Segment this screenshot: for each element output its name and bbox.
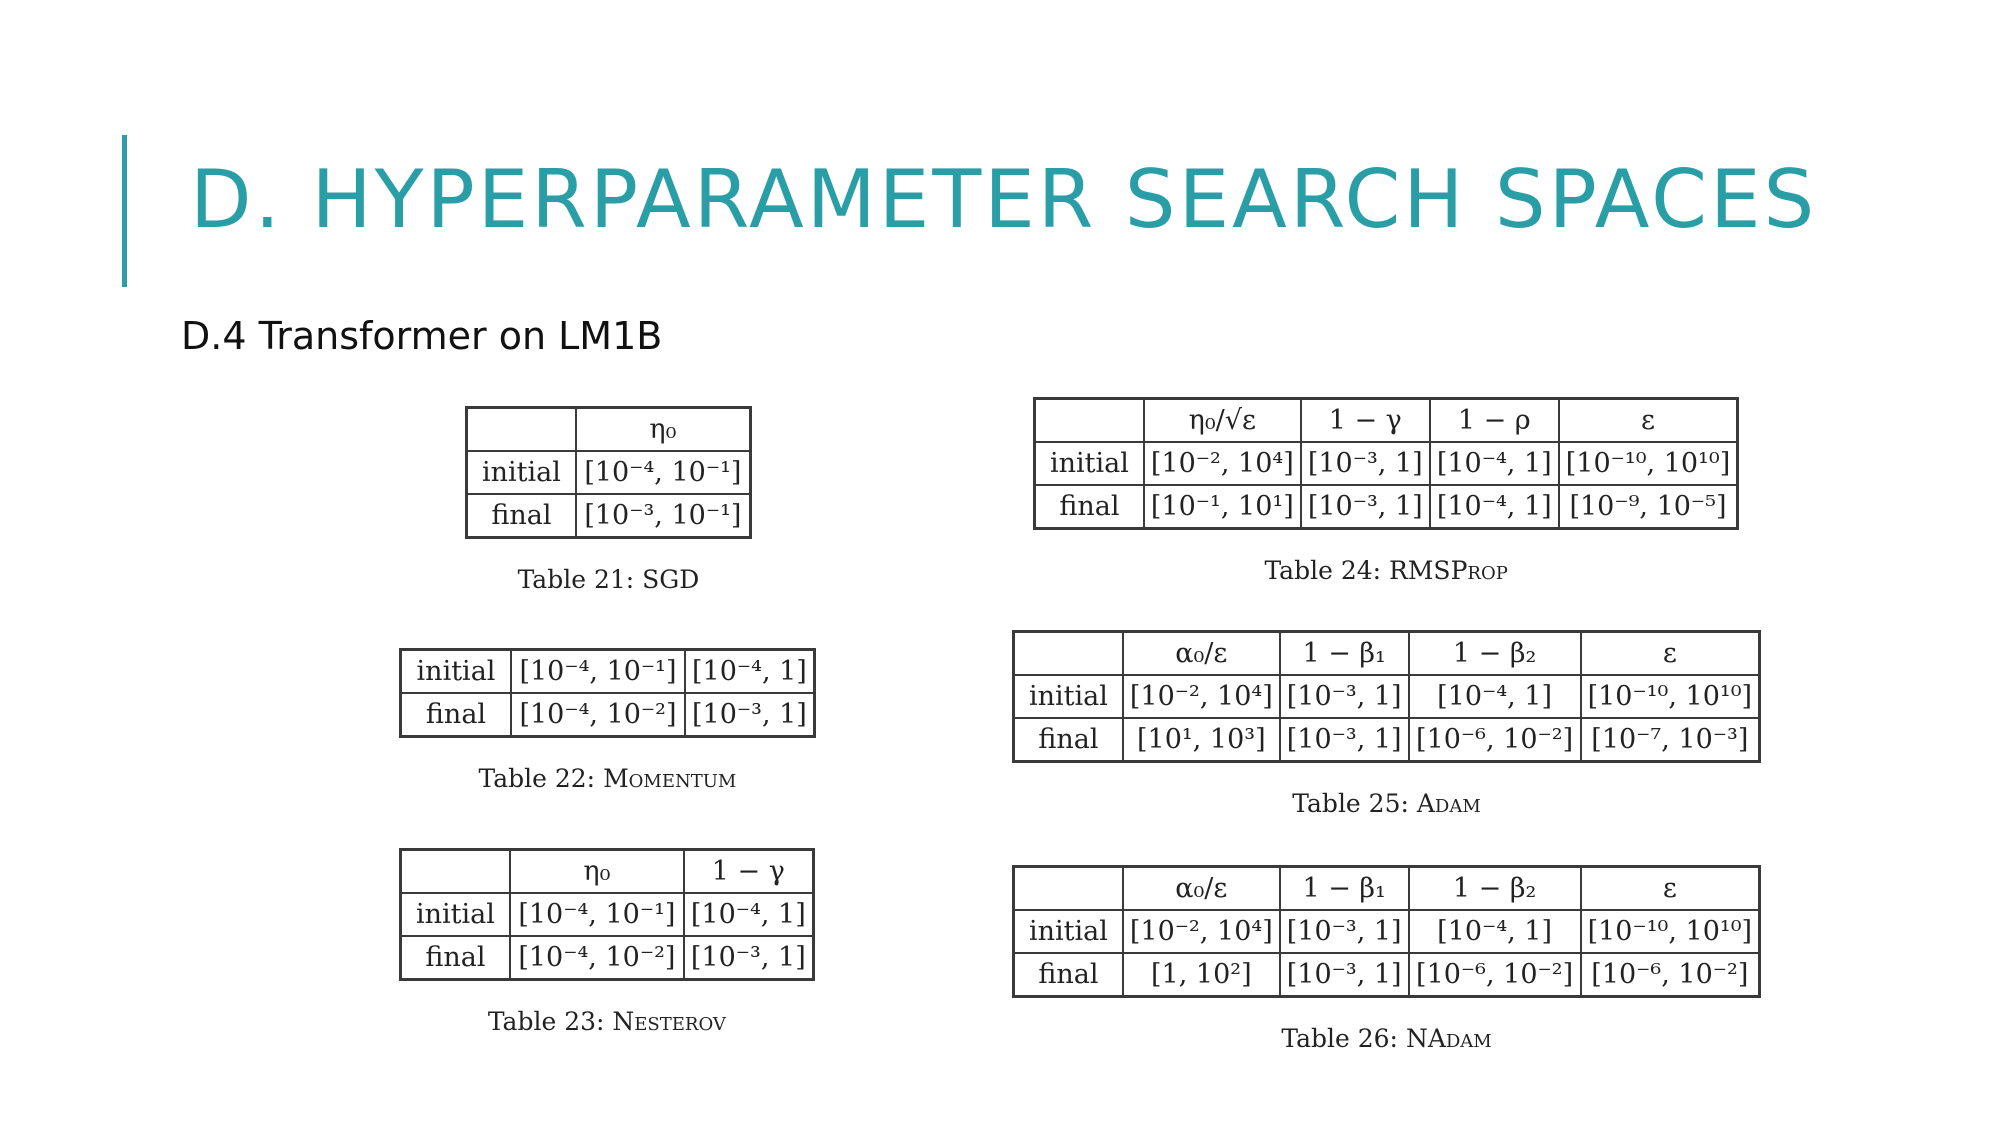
header-row (1014, 632, 1760, 676)
header-row (1035, 399, 1738, 443)
header-cell: 1 − γ (1301, 399, 1430, 443)
header-cell: η₀/√ε (1144, 399, 1301, 443)
header-cell: ε (1581, 867, 1760, 911)
range-cell: [10⁻⁴, 10⁻²] (511, 693, 685, 737)
range-cell: [10⁻⁶, 10⁻²] (1409, 953, 1581, 997)
range-cell: [10⁻⁴, 10⁻²] (510, 936, 684, 980)
header-cell: 1 − β₁ (1280, 632, 1409, 676)
range-cell: [10⁻², 10⁴] (1123, 675, 1280, 718)
caption-optimizer: NAdam (1405, 1024, 1492, 1053)
header-cell: ε (1559, 399, 1738, 443)
range-cell: [10⁻⁴, 1] (1409, 910, 1581, 953)
table-caption (1012, 789, 1761, 818)
row-label: final (1014, 718, 1123, 762)
table-row (1014, 910, 1760, 953)
slide-subtitle: D.4 Transformer on LM1B (181, 314, 663, 358)
table-caption (1012, 1024, 1761, 1053)
header-cell: 1 − β₁ (1280, 867, 1409, 911)
table-nesterov (399, 848, 815, 1036)
row-label: initial (467, 451, 576, 494)
row-label: initial (1035, 442, 1144, 485)
range-cell: [10⁻⁶, 10⁻²] (1409, 718, 1581, 762)
table-rmsprop-grid (1033, 397, 1739, 530)
slide-title: D. HYPERPARAMETER SEARCH SPACES (190, 153, 1818, 246)
table-row (1035, 485, 1738, 529)
range-cell: [10⁻², 10⁴] (1144, 442, 1301, 485)
caption-optimizer: RMSProp (1389, 556, 1508, 585)
table-momentum (399, 648, 816, 793)
range-cell: [10⁻⁴, 1] (1430, 442, 1559, 485)
range-cell: [10⁻⁴, 1] (1430, 485, 1559, 529)
caption-number: Table 26: (1281, 1024, 1398, 1053)
table-rmsprop (1033, 397, 1739, 585)
row-label: final (401, 693, 512, 737)
caption-optimizer: Adam (1416, 789, 1481, 818)
table-row (467, 451, 751, 494)
caption-optimizer: Nesterov (612, 1007, 726, 1036)
range-cell: [10⁻³, 10⁻¹] (576, 494, 751, 538)
range-cell: [10⁻³, 1] (684, 936, 813, 980)
table-caption (399, 1007, 815, 1036)
header-cell: η₀ (510, 850, 684, 894)
header-cell-empty (1014, 867, 1123, 911)
range-cell: [10⁻⁶, 10⁻²] (1581, 953, 1760, 997)
table-row (1035, 442, 1738, 485)
range-cell: [10⁻¹⁰, 10¹⁰] (1581, 910, 1760, 953)
range-cell: [10⁻³, 1] (1280, 953, 1409, 997)
caption-optimizer: SGD (642, 565, 700, 594)
range-cell: [1, 10²] (1123, 953, 1280, 997)
table-adam-grid (1012, 630, 1761, 763)
table-caption (465, 565, 752, 594)
range-cell: [10⁻³, 1] (685, 693, 814, 737)
range-cell: [10⁻³, 1] (1280, 718, 1409, 762)
row-label: final (401, 936, 510, 980)
row-label: final (1014, 953, 1123, 997)
range-cell: [10⁻⁴, 10⁻¹] (511, 650, 685, 694)
table-momentum-grid (399, 648, 816, 738)
row-label: final (467, 494, 576, 538)
range-cell: [10⁻³, 1] (1280, 675, 1409, 718)
header-cell: 1 − β₂ (1409, 867, 1581, 911)
range-cell: [10⁻⁴, 10⁻¹] (576, 451, 751, 494)
caption-number: Table 25: (1292, 789, 1409, 818)
range-cell: [10⁻⁴, 1] (684, 893, 813, 936)
range-cell: [10⁻¹, 10¹] (1144, 485, 1301, 529)
table-nesterov-grid (399, 848, 815, 981)
table-sgd (465, 406, 752, 594)
header-cell-empty (1035, 399, 1144, 443)
header-row (467, 408, 751, 452)
range-cell: [10⁻³, 1] (1301, 485, 1430, 529)
table-adam (1012, 630, 1761, 818)
range-cell: [10⁻³, 1] (1301, 442, 1430, 485)
range-cell: [10⁻⁴, 10⁻¹] (510, 893, 684, 936)
range-cell: [10⁻¹⁰, 10¹⁰] (1581, 675, 1760, 718)
header-cell: 1 − β₂ (1409, 632, 1581, 676)
header-row (1014, 867, 1760, 911)
table-row (401, 893, 814, 936)
table-caption (399, 764, 816, 793)
range-cell: [10⁻³, 1] (1280, 910, 1409, 953)
caption-optimizer: Momentum (603, 764, 737, 793)
table-row (401, 936, 814, 980)
header-cell: α₀/ε (1123, 632, 1280, 676)
table-caption (1033, 556, 1739, 585)
range-cell: [10¹, 10³] (1123, 718, 1280, 762)
header-row (401, 850, 814, 894)
header-cell: ε (1581, 632, 1760, 676)
table-row (1014, 718, 1760, 762)
caption-number: Table 23: (487, 1007, 605, 1036)
header-cell: 1 − ρ (1430, 399, 1559, 443)
table-nadam-grid (1012, 865, 1761, 998)
caption-number: Table 22: (478, 764, 596, 793)
table-row (1014, 675, 1760, 718)
table-row (401, 650, 815, 694)
title-accent-bar (122, 135, 127, 287)
header-cell: 1 − γ (684, 850, 813, 894)
header-cell: α₀/ε (1123, 867, 1280, 911)
row-label: initial (401, 893, 510, 936)
caption-number: Table 24: (1264, 556, 1382, 585)
row-label: initial (1014, 675, 1123, 718)
row-label: final (1035, 485, 1144, 529)
caption-number: Table 21: (517, 565, 635, 594)
row-label: initial (401, 650, 512, 694)
header-cell-empty (1014, 632, 1123, 676)
header-cell-empty (467, 408, 576, 452)
range-cell: [10⁻⁹, 10⁻⁵] (1559, 485, 1738, 529)
header-cell-empty (401, 850, 510, 894)
table-nadam (1012, 865, 1761, 1053)
table-row (1014, 953, 1760, 997)
range-cell: [10⁻¹⁰, 10¹⁰] (1559, 442, 1738, 485)
row-label: initial (1014, 910, 1123, 953)
table-row (467, 494, 751, 538)
table-sgd-grid (465, 406, 752, 539)
range-cell: [10⁻², 10⁴] (1123, 910, 1280, 953)
range-cell: [10⁻⁴, 1] (1409, 675, 1581, 718)
table-row (401, 693, 815, 737)
header-cell: η₀ (576, 408, 751, 452)
range-cell: [10⁻⁷, 10⁻³] (1581, 718, 1760, 762)
range-cell: [10⁻⁴, 1] (685, 650, 814, 694)
